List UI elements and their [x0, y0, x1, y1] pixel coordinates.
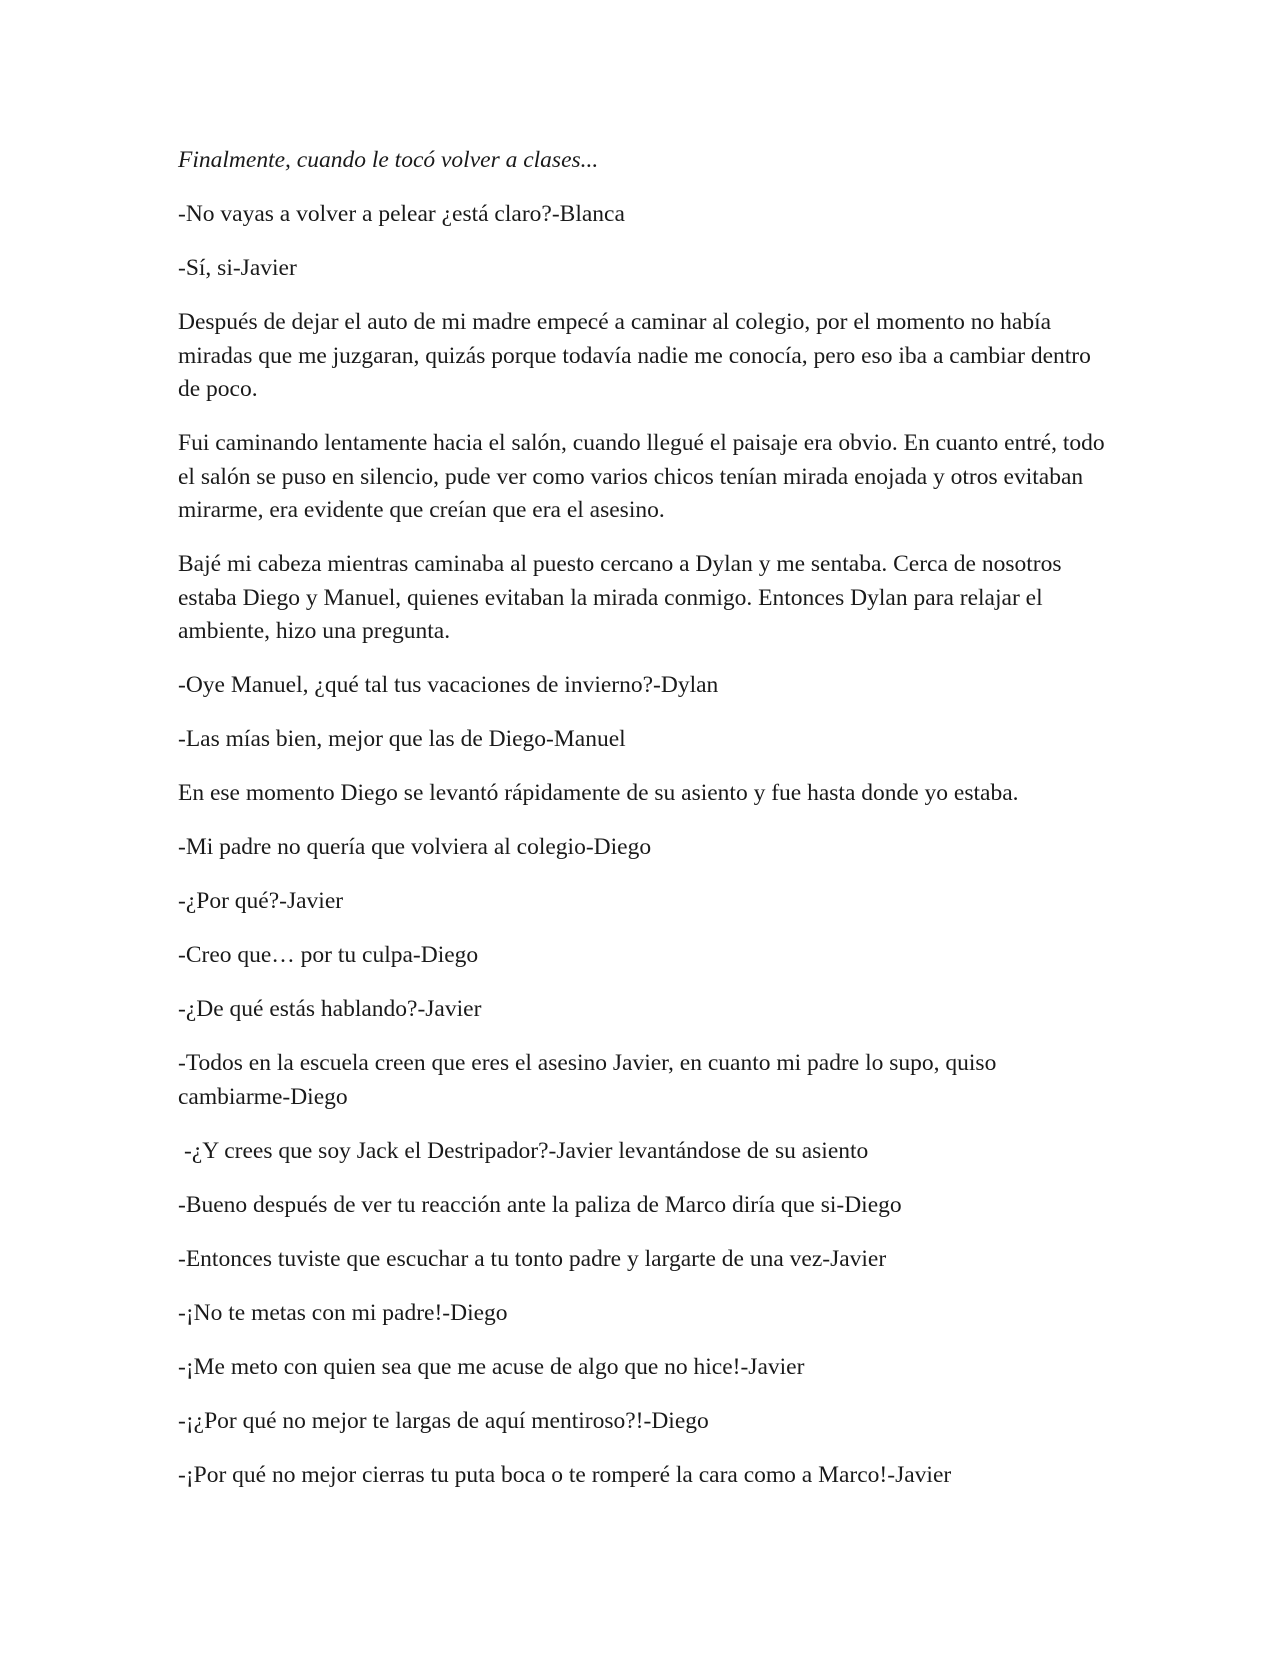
dialogue-line: -¿Y crees que soy Jack el Destripador?-Javier levantándose de su asiento	[184, 1137, 869, 1164]
narrative-paragraph: En ese momento Diego se levantó rápidamente de su asiento y fue hasta donde yo estaba.	[178, 780, 1019, 806]
dialogue-line: -Oye Manuel, ¿qué tal tus vacaciones de invierno?-Dylan	[178, 672, 719, 698]
narrative-paragraph: Después de dejar el auto de mi madre empecé a caminar al colegio, por el momento no había miradas que me juzgaran, quizás porque todavía nadie me conocía, pero eso iba a cambiar dentro de poco.	[178, 309, 1091, 402]
document-body	[178, 144, 1108, 1513]
dialogue-line: -¿Por qué?-Javier	[178, 888, 344, 914]
dialogue-line: -Entonces tuviste que escuchar a tu tonto padre y largarte de una vez-Javier	[178, 1245, 887, 1272]
narrative-paragraph: Bajé mi cabeza mientras caminaba al puesto cercano a Dylan y me sentaba. Cerca de nosotros estaba Diego y Manuel, quienes evitaban la mirada conmigo. Entonces Dylan para relajar el ambiente, hizo una pregunta.	[178, 551, 1062, 644]
dialogue-line: -Creo que… por tu culpa-Diego	[178, 942, 479, 968]
dialogue-line: -¡Me meto con quien sea que me acuse de algo que no hice!-Javier	[178, 1353, 805, 1380]
dialogue-line: -¡No te metas con mi padre!-Diego	[178, 1299, 508, 1326]
intro-line: Finalmente, cuando le tocó volver a clases...	[178, 147, 599, 173]
dialogue-line: -¿De qué estás hablando?-Javier	[178, 996, 482, 1022]
dialogue-line: -Mi padre no quería que volviera al colegio-Diego	[178, 834, 652, 860]
narrative-paragraph: Fui caminando lentamente hacia el salón, cuando llegué el paisaje era obvio. En cuanto entré, todo el salón se puso en silencio, pude ver como varios chicos tenían mirada enojada y otros evitaban mirarme, era evidente que creían que era el asesino.	[178, 430, 1105, 523]
dialogue-line: -Todos en la escuela creen que eres el asesino Javier, en cuanto mi padre lo supo, quiso cambiarme-Diego	[178, 1050, 997, 1110]
dialogue-line: -Las mías bien, mejor que las de Diego-Manuel	[178, 726, 626, 752]
dialogue-line: -¡¿Por qué no mejor te largas de aquí mentiroso?!-Diego	[178, 1407, 709, 1434]
dialogue-line: -No vayas a volver a pelear ¿está claro?-Blanca	[178, 201, 625, 227]
dialogue-line: -Bueno después de ver tu reacción ante la paliza de Marco diría que si-Diego	[178, 1191, 902, 1218]
dialogue-line: -¡Por qué no mejor cierras tu puta boca o te romperé la cara como a Marco!-Javier	[178, 1461, 952, 1488]
dialogue-line: -Sí, si-Javier	[178, 255, 297, 281]
